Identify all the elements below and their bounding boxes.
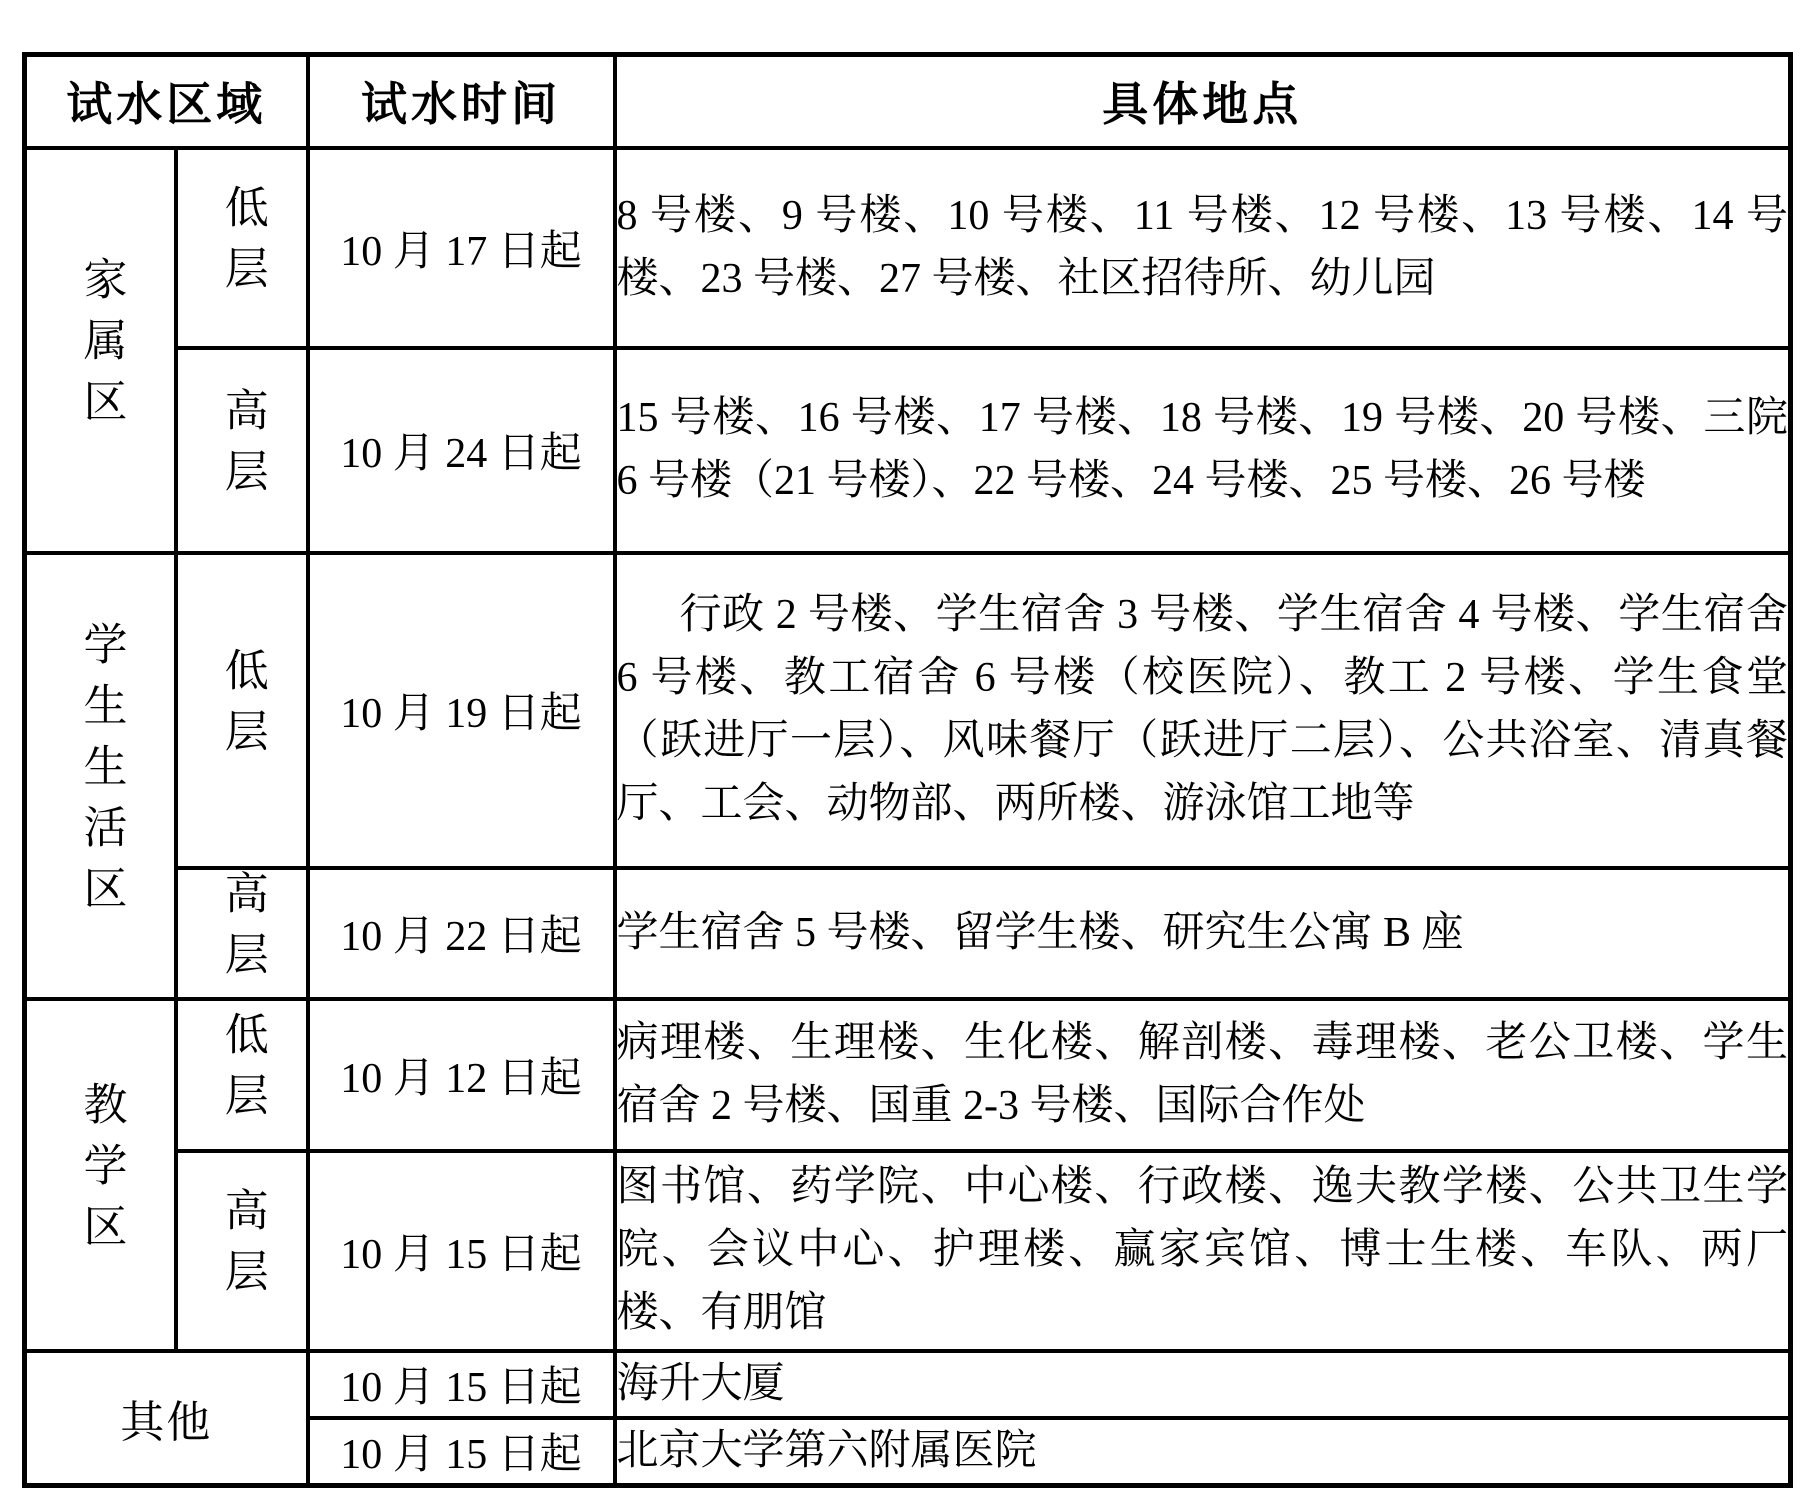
region-student-living-area bbox=[25, 553, 176, 999]
time-cell: 10 月 15 日起 bbox=[308, 1151, 615, 1351]
region-label: 学生生活区 bbox=[76, 620, 126, 926]
region-teaching-area bbox=[25, 999, 176, 1351]
level-high bbox=[176, 348, 308, 553]
time-cell: 10 月 19 日起 bbox=[308, 553, 615, 868]
level-label: 高层 bbox=[217, 869, 267, 992]
table-row bbox=[25, 868, 1791, 999]
time-cell: 10 月 22 日起 bbox=[308, 868, 615, 999]
level-label: 低层 bbox=[217, 184, 267, 306]
time-cell: 10 月 12 日起 bbox=[308, 999, 615, 1151]
location-cell: 图书馆、药学院、中心楼、行政楼、逸夫教学楼、公共卫生学院、会议中心、护理楼、赢家宾馆、博士生楼、车队、两厂楼、有朋馆 bbox=[615, 1151, 1791, 1351]
level-low bbox=[176, 553, 308, 868]
table-header-row bbox=[25, 55, 1791, 148]
table-row bbox=[25, 1151, 1791, 1351]
time-cell: 10 月 24 日起 bbox=[308, 348, 615, 553]
table-row bbox=[25, 348, 1791, 553]
level-low bbox=[176, 148, 308, 348]
location-cell: 学生宿舍 5 号楼、留学生楼、研究生公寓 B 座 bbox=[615, 868, 1791, 999]
level-label: 低层 bbox=[217, 646, 267, 769]
level-label: 低层 bbox=[217, 1011, 267, 1133]
level-label: 高层 bbox=[217, 1187, 267, 1309]
time-cell: 10 月 17 日起 bbox=[308, 148, 615, 348]
region-other: 其他 bbox=[25, 1351, 308, 1486]
location-cell: 15 号楼、16 号楼、17 号楼、18 号楼、19 号楼、20 号楼、三院 6 号楼（21 号楼）、22 号楼、24 号楼、25 号楼、26 号楼 bbox=[615, 348, 1791, 553]
level-label: 高层 bbox=[217, 386, 267, 509]
table-row bbox=[25, 148, 1791, 348]
table-row bbox=[25, 1351, 1791, 1418]
time-cell: 10 月 15 日起 bbox=[308, 1418, 615, 1486]
region-label: 教学区 bbox=[76, 1080, 126, 1264]
header-test-area: 试水区域 bbox=[25, 55, 308, 148]
level-low bbox=[176, 999, 308, 1151]
location-cell: 行政 2 号楼、学生宿舍 3 号楼、学生宿舍 4 号楼、学生宿舍 6 号楼、教工宿舍 6 号楼（校医院）、教工 2 号楼、学生食堂（跃进厅一层）、风味餐厅（跃进厅二层）、公共浴室、清真餐厅、工会、动物部、两所楼、游泳馆工地等 bbox=[615, 553, 1791, 868]
header-test-time: 试水时间 bbox=[308, 55, 615, 148]
region-family-area bbox=[25, 148, 176, 553]
level-high bbox=[176, 868, 308, 999]
location-cell: 8 号楼、9 号楼、10 号楼、11 号楼、12 号楼、13 号楼、14 号楼、23 号楼、27 号楼、社区招待所、幼儿园 bbox=[615, 148, 1791, 348]
region-label: 家属区 bbox=[76, 256, 126, 439]
location-cell: 北京大学第六附属医院 bbox=[615, 1418, 1791, 1486]
level-high bbox=[176, 1151, 308, 1351]
location-cell: 海升大厦 bbox=[615, 1351, 1791, 1418]
time-cell: 10 月 15 日起 bbox=[308, 1351, 615, 1418]
table-row bbox=[25, 553, 1791, 868]
location-cell: 病理楼、生理楼、生化楼、解剖楼、毒理楼、老公卫楼、学生宿舍 2 号楼、国重 2-3 号楼、国际合作处 bbox=[615, 999, 1791, 1151]
header-location: 具体地点 bbox=[615, 55, 1791, 148]
water-test-schedule-table bbox=[22, 52, 1793, 1488]
table-row bbox=[25, 999, 1791, 1151]
